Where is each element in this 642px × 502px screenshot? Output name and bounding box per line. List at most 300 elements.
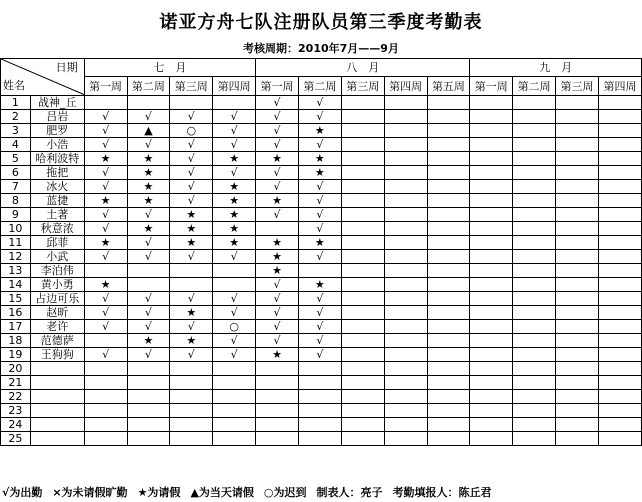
attendance-cell: √ — [170, 250, 213, 264]
attendance-cell — [556, 124, 599, 138]
attendance-cell — [213, 390, 256, 404]
attendance-cell — [170, 404, 213, 418]
attendance-cell — [256, 418, 299, 432]
attendance-cell: √ — [298, 110, 341, 124]
legend-item: 制表人：亮子 — [316, 486, 383, 499]
attendance-cell — [384, 404, 427, 418]
attendance-cell: √ — [170, 166, 213, 180]
attendance-cell — [298, 432, 341, 446]
attendance-cell: √ — [256, 208, 299, 222]
attendance-cell: √ — [170, 292, 213, 306]
attendance-cell: ★ — [298, 166, 341, 180]
attendance-cell — [384, 432, 427, 446]
month-august: 八 月 — [256, 59, 470, 77]
attendance-cell: ★ — [127, 222, 170, 236]
row-number: 12 — [1, 250, 31, 264]
attendance-cell: √ — [298, 222, 341, 236]
attendance-cell — [341, 124, 384, 138]
attendance-cell — [298, 264, 341, 278]
attendance-cell — [427, 138, 470, 152]
attendance-cell: ★ — [170, 236, 213, 250]
attendance-cell — [470, 124, 513, 138]
attendance-cell — [427, 278, 470, 292]
attendance-cell — [341, 166, 384, 180]
attendance-cell — [384, 362, 427, 376]
week-header: 第一周 — [470, 77, 513, 96]
attendance-cell — [384, 180, 427, 194]
table-row — [1, 236, 642, 250]
legend-item: ×为未请假旷勤 — [52, 486, 128, 499]
attendance-cell — [127, 264, 170, 278]
member-name: 王狗狗 — [30, 348, 84, 362]
week-header: 第二周 — [127, 77, 170, 96]
attendance-cell — [256, 222, 299, 236]
attendance-cell: ★ — [298, 124, 341, 138]
attendance-cell: ★ — [84, 194, 127, 208]
attendance-cell — [341, 404, 384, 418]
attendance-cell — [84, 404, 127, 418]
member-name: 拖把 — [30, 166, 84, 180]
attendance-cell: ★ — [127, 152, 170, 166]
row-number: 20 — [1, 362, 31, 376]
attendance-cell — [384, 292, 427, 306]
attendance-cell: ▲ — [127, 124, 170, 138]
table-row — [1, 194, 642, 208]
attendance-cell — [213, 362, 256, 376]
attendance-cell: √ — [84, 292, 127, 306]
attendance-cell — [170, 96, 213, 110]
attendance-cell: ★ — [256, 250, 299, 264]
attendance-cell — [427, 292, 470, 306]
member-name: 秋意浓 — [30, 222, 84, 236]
attendance-cell: √ — [127, 292, 170, 306]
attendance-cell: √ — [213, 110, 256, 124]
table-row — [1, 418, 642, 432]
week-header: 第二周 — [513, 77, 556, 96]
legend-item: ○为迟到 — [263, 486, 307, 499]
member-name: 黄小勇 — [30, 278, 84, 292]
attendance-cell — [384, 250, 427, 264]
attendance-cell — [427, 390, 470, 404]
member-name: 赵昕 — [30, 306, 84, 320]
attendance-cell — [384, 124, 427, 138]
attendance-cell: √ — [127, 138, 170, 152]
attendance-cell: √ — [170, 138, 213, 152]
attendance-cell — [384, 96, 427, 110]
attendance-cell — [127, 404, 170, 418]
attendance-cell — [598, 292, 641, 306]
attendance-cell — [341, 334, 384, 348]
attendance-cell — [556, 166, 599, 180]
attendance-cell — [513, 320, 556, 334]
attendance-cell — [427, 152, 470, 166]
attendance-cell — [513, 362, 556, 376]
attendance-cell — [470, 320, 513, 334]
attendance-cell: √ — [256, 306, 299, 320]
attendance-cell: √ — [170, 348, 213, 362]
week-header: 第三周 — [341, 77, 384, 96]
row-number: 8 — [1, 194, 31, 208]
attendance-cell — [513, 208, 556, 222]
row-number: 24 — [1, 418, 31, 432]
attendance-cell — [341, 194, 384, 208]
legend — [2, 484, 642, 500]
row-number: 11 — [1, 236, 31, 250]
row-number: 25 — [1, 432, 31, 446]
attendance-cell: ★ — [256, 236, 299, 250]
attendance-cell — [213, 264, 256, 278]
attendance-cell: √ — [213, 334, 256, 348]
member-name: 战神_丘 — [30, 96, 84, 110]
attendance-cell — [556, 208, 599, 222]
attendance-cell: √ — [213, 250, 256, 264]
attendance-cell — [470, 250, 513, 264]
attendance-cell: ★ — [127, 334, 170, 348]
row-number: 15 — [1, 292, 31, 306]
attendance-cell: ★ — [256, 264, 299, 278]
attendance-cell — [127, 390, 170, 404]
attendance-cell — [384, 320, 427, 334]
attendance-cell — [556, 348, 599, 362]
attendance-cell: √ — [127, 236, 170, 250]
attendance-cell — [556, 278, 599, 292]
week-header: 第四周 — [384, 77, 427, 96]
attendance-cell: ★ — [213, 222, 256, 236]
attendance-cell: ★ — [256, 194, 299, 208]
attendance-cell — [427, 320, 470, 334]
attendance-cell — [298, 390, 341, 404]
attendance-cell: √ — [256, 96, 299, 110]
attendance-cell — [341, 348, 384, 362]
row-number: 21 — [1, 376, 31, 390]
attendance-cell — [598, 432, 641, 446]
attendance-cell — [470, 208, 513, 222]
week-header: 第五周 — [427, 77, 470, 96]
attendance-cell — [513, 138, 556, 152]
attendance-cell — [427, 124, 470, 138]
attendance-cell — [598, 362, 641, 376]
attendance-cell — [427, 236, 470, 250]
attendance-cell: √ — [298, 292, 341, 306]
attendance-cell — [598, 250, 641, 264]
row-number: 6 — [1, 166, 31, 180]
attendance-cell — [256, 390, 299, 404]
attendance-cell — [556, 334, 599, 348]
attendance-cell — [598, 110, 641, 124]
attendance-cell — [427, 222, 470, 236]
attendance-cell: √ — [84, 180, 127, 194]
attendance-cell — [213, 432, 256, 446]
attendance-cell — [384, 334, 427, 348]
attendance-cell: √ — [298, 180, 341, 194]
attendance-cell — [513, 418, 556, 432]
attendance-cell — [598, 306, 641, 320]
attendance-cell — [127, 432, 170, 446]
attendance-cell — [556, 236, 599, 250]
attendance-cell — [556, 320, 599, 334]
attendance-cell — [170, 390, 213, 404]
attendance-cell — [384, 138, 427, 152]
row-number: 13 — [1, 264, 31, 278]
attendance-cell: √ — [170, 194, 213, 208]
table-row — [1, 362, 642, 376]
attendance-cell: √ — [170, 320, 213, 334]
attendance-cell: √ — [256, 138, 299, 152]
attendance-cell — [127, 278, 170, 292]
attendance-cell — [598, 138, 641, 152]
attendance-cell — [513, 278, 556, 292]
attendance-cell: √ — [127, 250, 170, 264]
attendance-cell — [84, 418, 127, 432]
attendance-cell: √ — [256, 166, 299, 180]
attendance-cell: ★ — [213, 208, 256, 222]
attendance-cell — [427, 376, 470, 390]
attendance-cell — [427, 208, 470, 222]
row-number: 19 — [1, 348, 31, 362]
attendance-cell: √ — [256, 320, 299, 334]
attendance-cell: ★ — [170, 334, 213, 348]
week-header: 第一周 — [256, 77, 299, 96]
member-name — [30, 376, 84, 390]
attendance-cell — [598, 96, 641, 110]
attendance-cell — [341, 278, 384, 292]
attendance-cell — [513, 152, 556, 166]
attendance-cell — [256, 376, 299, 390]
table-row — [1, 138, 642, 152]
attendance-cell — [513, 250, 556, 264]
member-name — [30, 418, 84, 432]
attendance-cell: √ — [213, 166, 256, 180]
attendance-cell: ★ — [213, 236, 256, 250]
member-name — [30, 432, 84, 446]
attendance-cell — [470, 404, 513, 418]
table-row — [1, 180, 642, 194]
attendance-cell — [256, 432, 299, 446]
attendance-cell — [427, 166, 470, 180]
attendance-cell: √ — [298, 348, 341, 362]
attendance-cell — [556, 362, 599, 376]
attendance-cell — [427, 348, 470, 362]
table-row — [1, 250, 642, 264]
attendance-cell — [427, 110, 470, 124]
attendance-cell — [598, 376, 641, 390]
attendance-cell — [256, 362, 299, 376]
row-number: 2 — [1, 110, 31, 124]
attendance-cell — [470, 278, 513, 292]
attendance-cell — [170, 264, 213, 278]
attendance-cell — [341, 418, 384, 432]
date-header: 日期 — [55, 61, 78, 74]
attendance-cell — [598, 194, 641, 208]
attendance-cell — [556, 152, 599, 166]
attendance-cell — [513, 194, 556, 208]
row-number: 22 — [1, 390, 31, 404]
attendance-cell — [341, 292, 384, 306]
attendance-cell — [470, 264, 513, 278]
member-name: 肥罗 — [30, 124, 84, 138]
attendance-cell: √ — [256, 278, 299, 292]
table-row — [1, 390, 642, 404]
attendance-cell: √ — [127, 348, 170, 362]
attendance-cell — [470, 348, 513, 362]
attendance-cell — [384, 152, 427, 166]
attendance-cell — [384, 194, 427, 208]
table-row — [1, 264, 642, 278]
attendance-cell — [384, 166, 427, 180]
row-number: 18 — [1, 334, 31, 348]
attendance-cell: ★ — [298, 278, 341, 292]
attendance-cell — [341, 96, 384, 110]
attendance-cell — [341, 390, 384, 404]
attendance-cell — [427, 362, 470, 376]
attendance-cell — [470, 390, 513, 404]
attendance-cell — [556, 110, 599, 124]
attendance-cell: √ — [84, 348, 127, 362]
attendance-cell: √ — [84, 222, 127, 236]
attendance-cell: √ — [170, 180, 213, 194]
attendance-cell — [298, 404, 341, 418]
table-row — [1, 278, 642, 292]
attendance-cell — [213, 418, 256, 432]
attendance-cell: √ — [84, 110, 127, 124]
attendance-cell — [470, 222, 513, 236]
attendance-cell — [598, 390, 641, 404]
attendance-cell — [341, 236, 384, 250]
row-number: 10 — [1, 222, 31, 236]
attendance-cell: ★ — [213, 180, 256, 194]
attendance-cell: ★ — [127, 166, 170, 180]
attendance-cell: √ — [84, 124, 127, 138]
attendance-cell — [513, 236, 556, 250]
legend-item: √为出勤 — [2, 486, 43, 499]
member-name: 李泊伟 — [30, 264, 84, 278]
week-header: 第三周 — [556, 77, 599, 96]
attendance-cell — [556, 390, 599, 404]
row-number: 3 — [1, 124, 31, 138]
attendance-cell — [598, 404, 641, 418]
attendance-cell — [598, 124, 641, 138]
attendance-cell — [170, 362, 213, 376]
attendance-cell — [470, 334, 513, 348]
member-name: 邱菲 — [30, 236, 84, 250]
table-row — [1, 222, 642, 236]
member-name: 蓝捷 — [30, 194, 84, 208]
attendance-cell — [470, 96, 513, 110]
attendance-cell: √ — [256, 292, 299, 306]
table-row — [1, 152, 642, 166]
week-header: 第三周 — [170, 77, 213, 96]
attendance-cell: √ — [127, 208, 170, 222]
attendance-cell — [470, 138, 513, 152]
table-row — [1, 334, 642, 348]
member-name: 小武 — [30, 250, 84, 264]
attendance-cell: √ — [213, 292, 256, 306]
attendance-cell — [341, 138, 384, 152]
attendance-cell — [470, 236, 513, 250]
attendance-cell: ★ — [170, 222, 213, 236]
member-name: 吕岩 — [30, 110, 84, 124]
attendance-cell: √ — [298, 208, 341, 222]
member-name: 小浩 — [30, 138, 84, 152]
attendance-cell — [341, 306, 384, 320]
attendance-cell — [341, 110, 384, 124]
attendance-cell: ★ — [213, 152, 256, 166]
attendance-cell — [427, 180, 470, 194]
month-september: 九 月 — [470, 59, 642, 77]
attendance-cell — [384, 264, 427, 278]
attendance-cell — [513, 306, 556, 320]
attendance-cell: ○ — [170, 124, 213, 138]
month-july: 七 月 — [84, 59, 255, 77]
attendance-cell — [84, 362, 127, 376]
attendance-cell — [384, 236, 427, 250]
attendance-cell — [256, 404, 299, 418]
attendance-cell — [470, 110, 513, 124]
attendance-cell — [556, 404, 599, 418]
attendance-cell — [556, 432, 599, 446]
attendance-cell — [127, 376, 170, 390]
attendance-cell — [556, 418, 599, 432]
row-number: 23 — [1, 404, 31, 418]
attendance-cell — [341, 264, 384, 278]
attendance-cell — [298, 362, 341, 376]
attendance-cell: ★ — [213, 194, 256, 208]
attendance-cell: √ — [84, 166, 127, 180]
attendance-cell — [84, 390, 127, 404]
attendance-cell: √ — [84, 320, 127, 334]
attendance-cell: √ — [256, 180, 299, 194]
attendance-cell — [556, 222, 599, 236]
attendance-cell — [556, 250, 599, 264]
table-row — [1, 124, 642, 138]
attendance-cell: ★ — [256, 152, 299, 166]
attendance-cell — [384, 110, 427, 124]
attendance-cell: ★ — [84, 278, 127, 292]
attendance-cell — [427, 432, 470, 446]
attendance-cell — [84, 334, 127, 348]
member-name: 老许 — [30, 320, 84, 334]
attendance-cell — [513, 376, 556, 390]
attendance-cell — [384, 278, 427, 292]
attendance-cell: √ — [213, 124, 256, 138]
member-name — [30, 404, 84, 418]
attendance-cell: √ — [84, 306, 127, 320]
attendance-cell: √ — [298, 194, 341, 208]
table-row — [1, 432, 642, 446]
attendance-cell — [513, 334, 556, 348]
member-name: 哈利波特 — [30, 152, 84, 166]
table-row — [1, 292, 642, 306]
attendance-cell — [341, 180, 384, 194]
attendance-cell — [513, 348, 556, 362]
attendance-cell — [427, 194, 470, 208]
attendance-cell: √ — [298, 334, 341, 348]
attendance-cell: √ — [256, 334, 299, 348]
attendance-cell — [513, 110, 556, 124]
attendance-cell — [170, 418, 213, 432]
table-row — [1, 404, 642, 418]
attendance-cell — [384, 348, 427, 362]
attendance-cell: ★ — [256, 348, 299, 362]
attendance-cell — [341, 320, 384, 334]
attendance-cell: √ — [127, 306, 170, 320]
attendance-cell — [598, 222, 641, 236]
attendance-cell — [598, 320, 641, 334]
attendance-cell: ★ — [84, 236, 127, 250]
attendance-cell — [341, 376, 384, 390]
week-header: 第四周 — [213, 77, 256, 96]
attendance-cell — [341, 208, 384, 222]
